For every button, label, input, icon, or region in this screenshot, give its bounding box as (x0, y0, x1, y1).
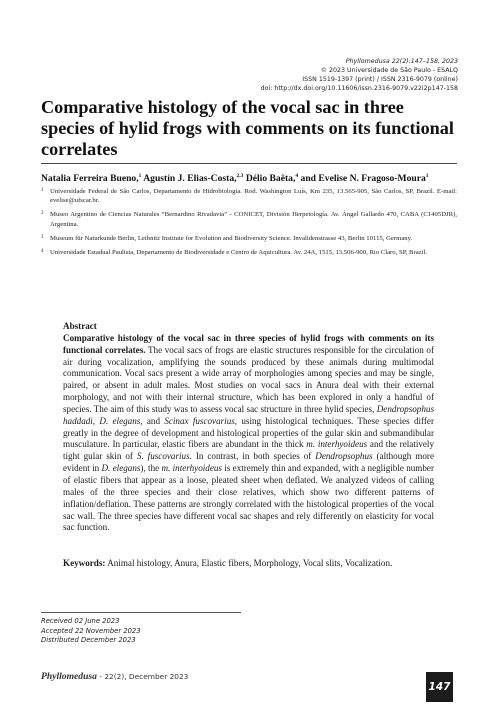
copyright: © 2023 Universidade de São Paulo - ESALQ (320, 67, 458, 74)
genus-name: Dendropsophus (315, 451, 373, 462)
author: Délio Baêta, (245, 173, 296, 185)
journal-volume: Phyllomedusa 22(2):147–158, 2023 (345, 58, 458, 65)
keywords-text: Animal histology, Anura, Elastic fibers, Morphology, Vocal slits, Vocalization. (105, 558, 393, 568)
affiliation-number: 4 (41, 249, 44, 255)
affiliation-number: 2 (41, 211, 44, 217)
author-affil-ref: 1 (425, 173, 429, 179)
muscle-name: m. interhyoideus (161, 463, 222, 474)
issn: ISSN 1519-1397 (print) / ISSN 2316-9079 (online) (302, 76, 458, 83)
page-number: 147 (426, 672, 453, 702)
abstract-heading: Abstract (63, 321, 97, 331)
affiliation-text: Universidade Estadual Paulista, Departamento de Biodiversidade e Centro de Aquicultura. Av. 24A, 1515, 13.506-900, Rio Claro, SP, Brazil. (50, 249, 428, 257)
article-title: Comparative histology of the vocal sac in three species of hylid frogs with comments on its functional correlates (41, 97, 454, 159)
author-affil-ref: 2,3 (236, 173, 244, 179)
article-dates (41, 617, 141, 646)
author: Evelise N. Fragoso-Moura (318, 173, 426, 185)
distributed-date: Distributed December 2023 (41, 636, 136, 645)
affiliation (41, 210, 457, 228)
title-divider (41, 163, 457, 164)
doi-link[interactable]: doi: http://dx.doi.org/10.11606/issn.2316-9079.v22i2p147-158 (260, 85, 458, 92)
affiliation-number: 3 (41, 234, 44, 240)
author: Agustín J. Elias-Costa, (143, 173, 237, 185)
affiliation-number: 1 (41, 188, 44, 193)
species-name: Scinax fuscovarius, (164, 415, 238, 426)
abstract: Abstract Comparative histology of the vocal sac in three species of hylid frogs with comments on its functional correlates. The vocal sacs of frogs are elastic structures responsible for the circulation of air during vocalization, amplifying the sounds produced by these animals during multimodal communication. Vocal sacs present a wide array of morphologies among species and may be single, paired, or absent in adult males. Most studies on vocal sacs in Anura deal with their external morphology, and not with their internal structure, which has been explored in only a handful of species. The aim of this study was to assess vocal sac structure in three hylid species, Dendropsophus haddadi, D. elegans, and Scinax fuscovarius, using histological techniques. These species differ greatly in the degree of development and histological properties of the gular skin and submandibular musculature. In particular, elastic fibers are abundant in the thick m. interhyoideus and the relatively tight gular skin of S. fuscovarius. In contrast, in both species of Dendropsophus (although more evident in D. elegans), the m. interhyoideus is extremely thin and expanded, with a negligible number of elastic fibers that appear as a loose, pleated sheet when deflated. We analyzed videos of calling males of the three species and their close relatives, which show two different patterns of inflation/deflation. These patterns are strongly correlated with the histological properties of the vocal sac wall. The three species have different vocal sac shapes and rely differently on elasticity for vocal sac function. (63, 321, 435, 533)
muscle-name: m. interhyoideus (306, 439, 368, 450)
affiliation (41, 248, 457, 257)
keywords-heading: Keywords: (63, 558, 106, 568)
received-date: Received 02 June 2023 (41, 617, 120, 625)
accepted-date: Accepted 22 November 2023 (41, 626, 141, 635)
affiliation (41, 187, 457, 205)
species-name: Dendropsophus haddadi, D. elegans, (63, 403, 434, 426)
affiliation-text: Museo Argentino de Ciencias Naturales “Bernardino Rivadavia” - CONICET, División Herpetología. Av. Ángel Gallardo 470, CABA (C1405DJR), Argentina. (50, 211, 457, 228)
dates-divider (41, 612, 241, 613)
species-name: S. fuscovarius. (136, 451, 192, 462)
affiliation-text: Universidade Federal de São Carlos, Departamento de Hidrobiologia. Rod. Washington Luís, Km 235, 13.565-905, São Carlos, SP, Brazil. E-mail: evelise@ufscar.br. (50, 188, 457, 205)
species-name: D. elegans (101, 463, 141, 474)
author-list: Natalia Ferreira Bueno,$^1$ Agustín J. Elias-Costa,$^{2,3}$ Délio Baêta,$^4$ and Evelise N. Fragoso-Moura$^1$ (41, 173, 429, 185)
affiliation (41, 234, 457, 243)
author-affil-ref: 4 (295, 173, 299, 179)
keywords (63, 557, 443, 569)
footer-issue: - 22(2), December 2023 (96, 672, 189, 681)
page-footer (41, 671, 188, 682)
author: Natalia Ferreira Bueno, (41, 173, 139, 185)
abstract-title-lead: Comparative histology of the vocal sac in three species of hylid frogs with comments on its functional correlates. (63, 332, 434, 355)
author-affil-ref: 1 (138, 173, 142, 179)
affiliations (41, 187, 457, 262)
publication-info (261, 57, 458, 93)
footer-journal-name: Phyllomedusa (41, 671, 97, 682)
affiliation-text: Museum für Naturkunde Berlin, Leibnitz Institute for Evolution and Biodiversity Science. Invalidenstrasse 43, Berlin 10115, Germany. (50, 234, 413, 242)
